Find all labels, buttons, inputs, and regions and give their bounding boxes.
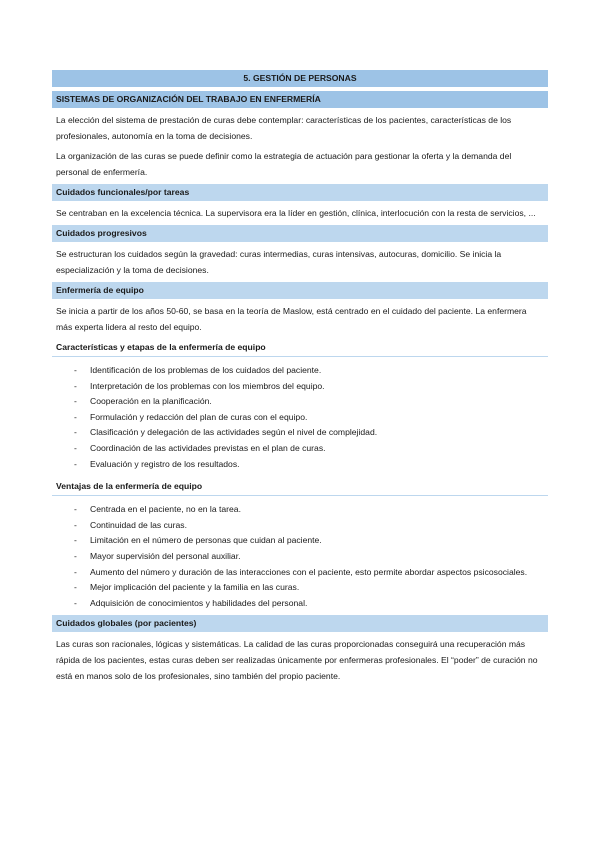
caracteristicas-list (52, 363, 548, 472)
list-item: - Clasificación y delegación de las actividades según el nivel de complejidad. (74, 425, 548, 441)
list-item: - Cooperación en la planificación. (74, 394, 548, 410)
intro-paragraph-2: La organización de las curas se puede definir como la estrategia de actuación para gestionar la oferta y la demanda del personal de enfermería. (56, 151, 512, 177)
list-item: - Identificación de los problemas de los cuidados del paciente. (74, 363, 548, 379)
section-title: 5. GESTIÓN DE PERSONAS (52, 70, 548, 87)
list-item: - Interpretación de los problemas con los miembros del equipo. (74, 379, 548, 395)
globales-paragraph: Las curas son racionales, lógicas y sistemáticas. La calidad de las curas proporcionadas conseguirá una recuperación más rápida de los pacientes, estas curas deben ser realizadas únicamente por enfermeras profesionales. El “poder” de curación no está en manos solo de los profesionales, sino también del propio paciente. (56, 639, 538, 682)
list-item: - Formulación y redacción del plan de curas con el equipo. (74, 410, 548, 426)
section-subtitle: SISTEMAS DE ORGANIZACIÓN DEL TRABAJO EN ENFERMERÍA (52, 91, 548, 108)
list-item: - Aumento del número y duración de las interacciones con el paciente, esto permite abordar aspectos psicosociales. (74, 565, 548, 581)
list-item: - Mayor supervisión del personal auxiliar. (74, 549, 548, 565)
list-item: - Centrada en el paciente, no en la tarea. (74, 502, 548, 518)
list-item: - Mejor implicación del paciente y la familia en las curas. (74, 580, 548, 596)
ventajas-list (52, 502, 548, 611)
heading-caracteristicas: Características y etapas de la enfermería de equipo (52, 339, 548, 357)
heading-cuidados-globales: Cuidados globales (por pacientes) (52, 615, 548, 632)
heading-cuidados-progresivos: Cuidados progresivos (52, 225, 548, 242)
list-item: - Adquisición de conocimientos y habilidades del personal. (74, 596, 548, 612)
intro-paragraph-1: La elección del sistema de prestación de curas debe contemplar: características de los pacientes, características de los profesionales, autonomía en la toma de decisiones. (56, 115, 512, 141)
heading-cuidados-funcionales: Cuidados funcionales/por tareas (52, 184, 548, 201)
heading-enfermeria-equipo: Enfermería de equipo (52, 282, 548, 299)
heading-ventajas: Ventajas de la enfermería de equipo (52, 478, 548, 496)
funcionales-paragraph: Se centraban en la excelencia técnica. La supervisora era la líder en gestión, clínica, interlocución con la resta de servicios, ... (56, 208, 536, 218)
list-item: - Continuidad de las curas. (74, 518, 548, 534)
list-item: - Coordinación de las actividades previstas en el plan de curas. (74, 441, 548, 457)
document-content (52, 70, 548, 684)
progresivos-paragraph: Se estructuran los cuidados según la gravedad: curas intermedias, curas intensivas, autocuras, domicilio. Se inicia la especialización y la toma de decisiones. (56, 249, 502, 275)
list-item: - Evaluación y registro de los resultados. (74, 457, 548, 473)
equipo-paragraph: Se inicia a partir de los años 50-60, se basa en la teoría de Maslow, está centrado en el cuidado del paciente. La enfermera más experta lidera al resto del equipo. (56, 306, 527, 332)
list-item: - Limitación en el número de personas que cuidan al paciente. (74, 533, 548, 549)
